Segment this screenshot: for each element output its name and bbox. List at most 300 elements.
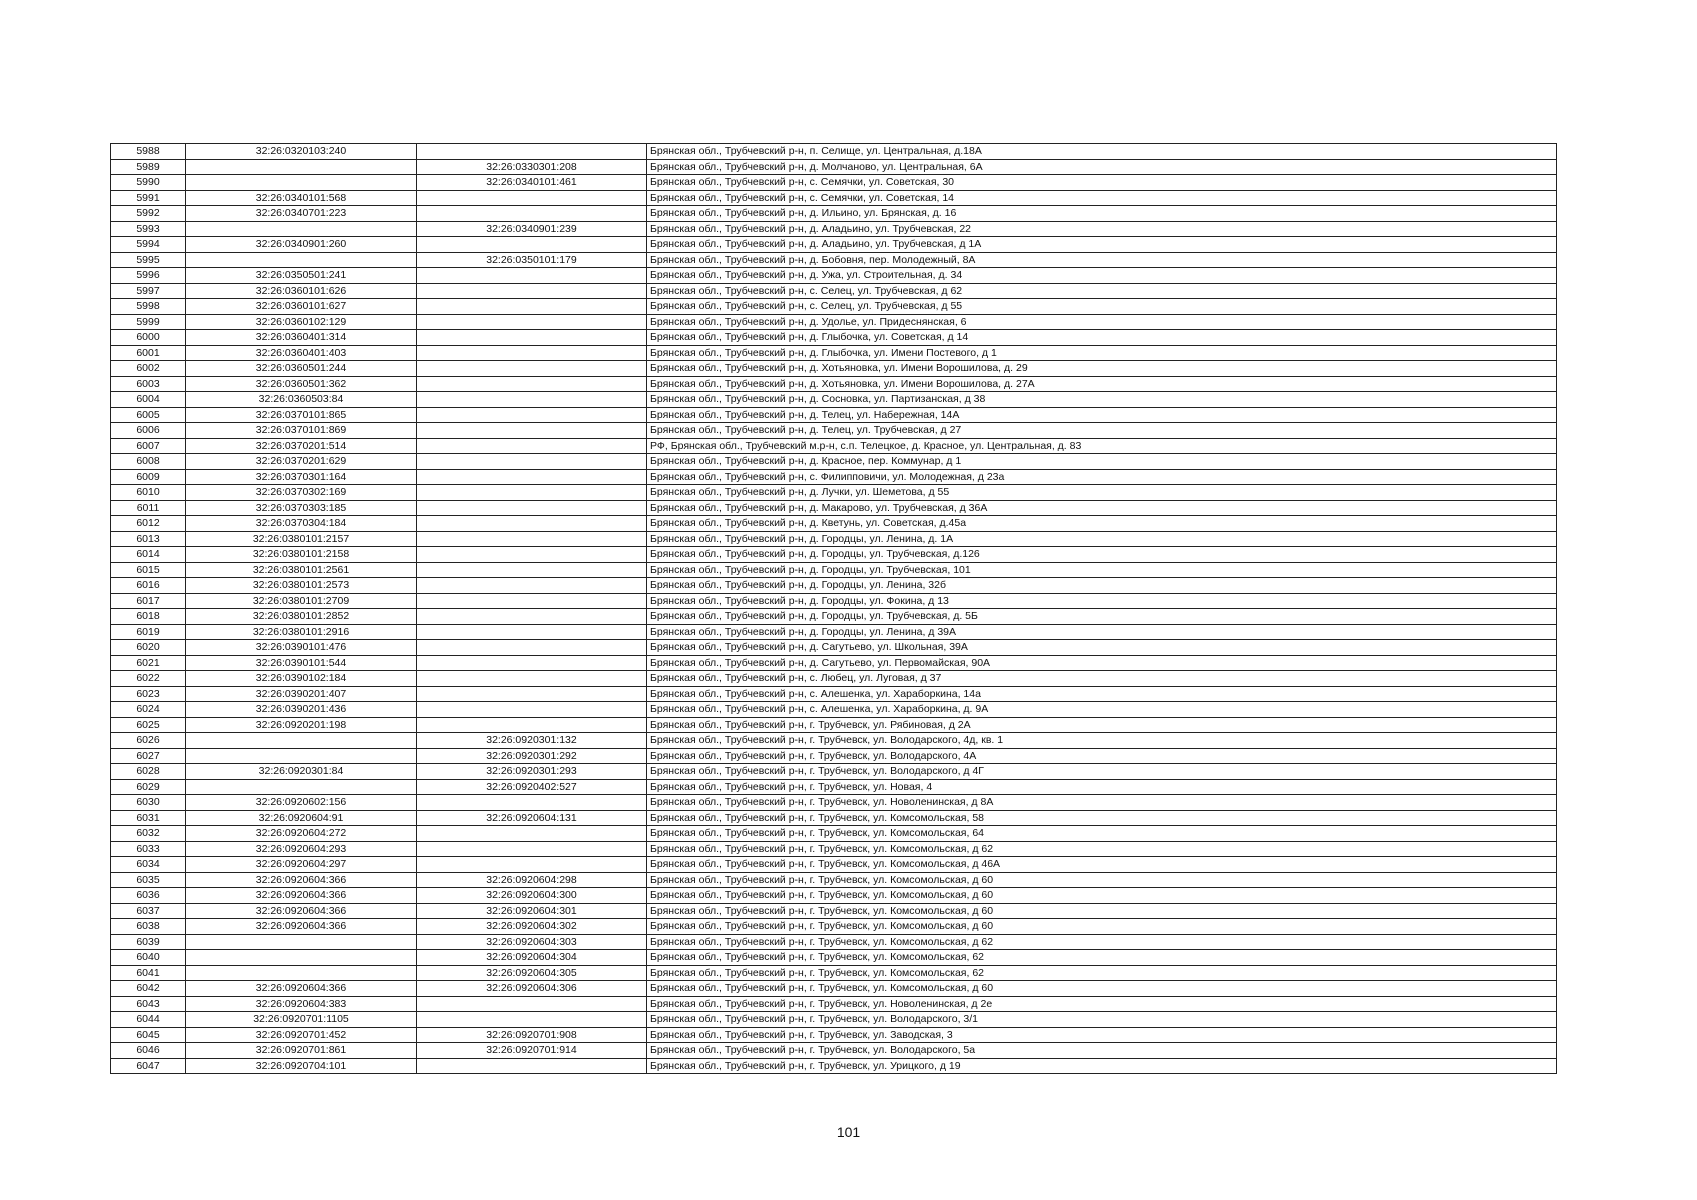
address-cell: Брянская обл., Трубчевский р-н, д. Городцы, ул. Трубчевская, д.126 (647, 547, 1557, 563)
row-number-cell: 6020 (111, 640, 186, 656)
related-cadastral-number-cell: 32:26:0350101:179 (417, 252, 647, 268)
related-cadastral-number-cell: 32:26:0920604:303 (417, 934, 647, 950)
related-cadastral-number-cell (417, 702, 647, 718)
row-number-cell: 6012 (111, 516, 186, 532)
row-number-cell: 5996 (111, 268, 186, 284)
related-cadastral-number-cell (417, 562, 647, 578)
related-cadastral-number-cell (417, 237, 647, 253)
cadastral-number-cell: 32:26:0370201:629 (186, 454, 417, 470)
row-number-cell: 5989 (111, 159, 186, 175)
address-cell: Брянская обл., Трубчевский р-н, д. Телец, ул. Трубчевская, д 27 (647, 423, 1557, 439)
related-cadastral-number-cell (417, 671, 647, 687)
related-cadastral-number-cell: 32:26:0920604:304 (417, 950, 647, 966)
row-number-cell: 6023 (111, 686, 186, 702)
row-number-cell: 6011 (111, 500, 186, 516)
row-number-cell: 6036 (111, 888, 186, 904)
row-number-cell: 6029 (111, 779, 186, 795)
cadastral-number-cell: 32:26:0380101:2916 (186, 624, 417, 640)
related-cadastral-number-cell: 32:26:0920301:293 (417, 764, 647, 780)
table-row (111, 376, 1557, 392)
row-number-cell: 5992 (111, 206, 186, 222)
cadastral-number-cell: 32:26:0350501:241 (186, 268, 417, 284)
table-row (111, 671, 1557, 687)
table-row (111, 407, 1557, 423)
related-cadastral-number-cell (417, 857, 647, 873)
related-cadastral-number-cell (417, 593, 647, 609)
cadastral-number-cell: 32:26:0370101:869 (186, 423, 417, 439)
row-number-cell: 6028 (111, 764, 186, 780)
address-cell: Брянская обл., Трубчевский р-н, г. Трубчевск, ул. Володарского, 3/1 (647, 1012, 1557, 1028)
address-cell: Брянская обл., Трубчевский р-н, д. Красное, пер. Коммунар, д 1 (647, 454, 1557, 470)
related-cadastral-number-cell (417, 1012, 647, 1028)
cadastral-number-cell (186, 779, 417, 795)
related-cadastral-number-cell (417, 330, 647, 346)
row-number-cell: 6022 (111, 671, 186, 687)
table-row (111, 717, 1557, 733)
table-row (111, 1027, 1557, 1043)
row-number-cell: 6041 (111, 965, 186, 981)
cadastral-number-cell: 32:26:0920602:156 (186, 795, 417, 811)
address-cell: Брянская обл., Трубчевский р-н, г. Трубчевск, ул. Комсомольская, 58 (647, 810, 1557, 826)
cadastral-number-cell: 32:26:0920604:366 (186, 981, 417, 997)
table-row (111, 640, 1557, 656)
related-cadastral-number-cell: 32:26:0330301:208 (417, 159, 647, 175)
address-cell: Брянская обл., Трубчевский р-н, д. Городцы, ул. Ленина, д. 1А (647, 531, 1557, 547)
cadastral-number-cell (186, 175, 417, 191)
table-row (111, 702, 1557, 718)
address-cell: Брянская обл., Трубчевский р-н, д. Ильино, ул. Брянская, д. 16 (647, 206, 1557, 222)
row-number-cell: 6017 (111, 593, 186, 609)
cadastral-number-cell: 32:26:0920604:366 (186, 872, 417, 888)
related-cadastral-number-cell (417, 996, 647, 1012)
address-cell: Брянская обл., Трубчевский р-н, д. Телец, ул. Набережная, 14А (647, 407, 1557, 423)
cadastral-number-cell (186, 934, 417, 950)
cadastral-number-cell: 32:26:0920701:861 (186, 1043, 417, 1059)
related-cadastral-number-cell: 32:26:0920402:527 (417, 779, 647, 795)
row-number-cell: 6024 (111, 702, 186, 718)
address-cell: Брянская обл., Трубчевский р-н, д. Молчаново, ул. Центральная, 6А (647, 159, 1557, 175)
address-cell: Брянская обл., Трубчевский р-н, г. Трубчевск, ул. Комсомольская, 62 (647, 965, 1557, 981)
row-number-cell: 6007 (111, 438, 186, 454)
row-number-cell: 6010 (111, 485, 186, 501)
row-number-cell: 5991 (111, 190, 186, 206)
table-row (111, 934, 1557, 950)
cadastral-number-cell: 32:26:0360501:362 (186, 376, 417, 392)
address-cell: Брянская обл., Трубчевский р-н, с. Селец, ул. Трубчевская, д 55 (647, 299, 1557, 315)
address-cell: Брянская обл., Трубчевский р-н, д. Аладьино, ул. Трубчевская, д 1А (647, 237, 1557, 253)
related-cadastral-number-cell (417, 438, 647, 454)
cadastral-number-cell: 32:26:0360101:627 (186, 299, 417, 315)
address-cell: Брянская обл., Трубчевский р-н, д. Лучки, ул. Шеметова, д 55 (647, 485, 1557, 501)
address-cell: Брянская обл., Трубчевский р-н, г. Трубчевск, ул. Новоленинская, д 8А (647, 795, 1557, 811)
related-cadastral-number-cell: 32:26:0920604:300 (417, 888, 647, 904)
table-row (111, 345, 1557, 361)
related-cadastral-number-cell: 32:26:0920604:306 (417, 981, 647, 997)
table-row (111, 221, 1557, 237)
related-cadastral-number-cell: 32:26:0920701:908 (417, 1027, 647, 1043)
cadastral-number-cell: 32:26:0360401:314 (186, 330, 417, 346)
row-number-cell: 6002 (111, 361, 186, 377)
row-number-cell: 6039 (111, 934, 186, 950)
address-cell: Брянская обл., Трубчевский р-н, д. Городцы, ул. Трубчевская, 101 (647, 562, 1557, 578)
cadastral-number-cell: 32:26:0380101:2709 (186, 593, 417, 609)
address-cell: Брянская обл., Трубчевский р-н, д. Сосновка, ул. Партизанская, д 38 (647, 392, 1557, 408)
related-cadastral-number-cell (417, 516, 647, 532)
related-cadastral-number-cell (417, 144, 647, 160)
table-row (111, 144, 1557, 160)
related-cadastral-number-cell (417, 826, 647, 842)
cadastral-number-cell: 32:26:0390201:436 (186, 702, 417, 718)
cadastral-number-cell: 32:26:0920604:366 (186, 919, 417, 935)
row-number-cell: 6003 (111, 376, 186, 392)
row-number-cell: 6045 (111, 1027, 186, 1043)
address-cell: Брянская обл., Трубчевский р-н, г. Трубчевск, ул. Комсомольская, 62 (647, 950, 1557, 966)
address-cell: Брянская обл., Трубчевский р-н, д. Глыбочка, ул. Советская, д 14 (647, 330, 1557, 346)
table-row (111, 454, 1557, 470)
cadastral-number-cell: 32:26:0920701:1105 (186, 1012, 417, 1028)
row-number-cell: 5995 (111, 252, 186, 268)
cadastral-number-cell: 32:26:0920604:366 (186, 903, 417, 919)
address-cell: Брянская обл., Трубчевский р-н, д. Кветунь, ул. Советская, д.45а (647, 516, 1557, 532)
related-cadastral-number-cell (417, 423, 647, 439)
related-cadastral-number-cell (417, 655, 647, 671)
related-cadastral-number-cell (417, 268, 647, 284)
table-row (111, 996, 1557, 1012)
table-row (111, 314, 1557, 330)
table-row (111, 361, 1557, 377)
row-number-cell: 5993 (111, 221, 186, 237)
table-row (111, 159, 1557, 175)
related-cadastral-number-cell (417, 206, 647, 222)
cadastral-number-cell: 32:26:0920201:198 (186, 717, 417, 733)
row-number-cell: 6030 (111, 795, 186, 811)
table-row (111, 500, 1557, 516)
table-row (111, 469, 1557, 485)
cadastral-number-cell: 32:26:0380101:2573 (186, 578, 417, 594)
address-cell: Брянская обл., Трубчевский р-н, г. Трубчевск, ул. Комсомольская, д 60 (647, 919, 1557, 935)
cadastral-number-cell: 32:26:0340101:568 (186, 190, 417, 206)
table-row (111, 795, 1557, 811)
row-number-cell: 6031 (111, 810, 186, 826)
related-cadastral-number-cell (417, 640, 647, 656)
address-cell: Брянская обл., Трубчевский р-н, г. Трубчевск, ул. Комсомольская, д 60 (647, 903, 1557, 919)
related-cadastral-number-cell (417, 314, 647, 330)
cadastral-number-cell: 32:26:0390102:184 (186, 671, 417, 687)
address-cell: Брянская обл., Трубчевский р-н, г. Трубчевск, ул. Володарского, 5а (647, 1043, 1557, 1059)
related-cadastral-number-cell (417, 624, 647, 640)
table-row (111, 888, 1557, 904)
address-cell: Брянская обл., Трубчевский р-н, д. Бобовня, пер. Молодежный, 8А (647, 252, 1557, 268)
related-cadastral-number-cell: 32:26:0920604:301 (417, 903, 647, 919)
row-number-cell: 5999 (111, 314, 186, 330)
address-cell: Брянская обл., Трубчевский р-н, г. Трубчевск, ул. Володарского, д 4Г (647, 764, 1557, 780)
table-row (111, 841, 1557, 857)
table-row (111, 283, 1557, 299)
address-cell: Брянская обл., Трубчевский р-н, г. Трубчевск, ул. Комсомольская, 64 (647, 826, 1557, 842)
related-cadastral-number-cell: 32:26:0920604:131 (417, 810, 647, 826)
registry-table-body (111, 144, 1557, 1074)
row-number-cell: 5998 (111, 299, 186, 315)
table-row (111, 438, 1557, 454)
related-cadastral-number-cell: 32:26:0340901:239 (417, 221, 647, 237)
related-cadastral-number-cell: 32:26:0920301:132 (417, 733, 647, 749)
table-row (111, 237, 1557, 253)
row-number-cell: 6042 (111, 981, 186, 997)
row-number-cell: 6026 (111, 733, 186, 749)
address-cell: Брянская обл., Трубчевский р-н, п. Селище, ул. Центральная, д.18А (647, 144, 1557, 160)
address-cell: Брянская обл., Трубчевский р-н, г. Трубчевск, ул. Комсомольская, д 60 (647, 872, 1557, 888)
address-cell: Брянская обл., Трубчевский р-н, д. Макарово, ул. Трубчевская, д 36А (647, 500, 1557, 516)
address-cell: Брянская обл., Трубчевский р-н, д. Глыбочка, ул. Имени Постевого, д 1 (647, 345, 1557, 361)
table-row (111, 547, 1557, 563)
page-number: 101 (836, 1124, 861, 1140)
address-cell: Брянская обл., Трубчевский р-н, г. Трубчевск, ул. Володарского, 4А (647, 748, 1557, 764)
cadastral-number-cell (186, 159, 417, 175)
row-number-cell: 6027 (111, 748, 186, 764)
address-cell: Брянская обл., Трубчевский р-н, г. Трубчевск, ул. Комсомольская, д 60 (647, 888, 1557, 904)
row-number-cell: 6032 (111, 826, 186, 842)
address-cell: Брянская обл., Трубчевский р-н, с. Филипповичи, ул. Молодежная, д 23а (647, 469, 1557, 485)
address-cell: Брянская обл., Трубчевский р-н, д. Городцы, ул. Трубчевская, д. 5Б (647, 609, 1557, 625)
table-row (111, 764, 1557, 780)
related-cadastral-number-cell (417, 469, 647, 485)
address-cell: Брянская обл., Трубчевский р-н, г. Трубчевск, ул. Комсомольская, д 46А (647, 857, 1557, 873)
row-number-cell: 6004 (111, 392, 186, 408)
address-cell: Брянская обл., Трубчевский р-н, д. Городцы, ул. Ленина, 32б (647, 578, 1557, 594)
cadastral-number-cell (186, 965, 417, 981)
row-number-cell: 6046 (111, 1043, 186, 1059)
row-number-cell: 6005 (111, 407, 186, 423)
address-cell: Брянская обл., Трубчевский р-н, с. Селец, ул. Трубчевская, д 62 (647, 283, 1557, 299)
related-cadastral-number-cell (417, 795, 647, 811)
address-cell: Брянская обл., Трубчевский р-н, д. Хотьяновка, ул. Имени Ворошилова, д. 27А (647, 376, 1557, 392)
table-row (111, 175, 1557, 191)
address-cell: Брянская обл., Трубчевский р-н, с. Семячки, ул. Советская, 30 (647, 175, 1557, 191)
row-number-cell: 6040 (111, 950, 186, 966)
row-number-cell: 6025 (111, 717, 186, 733)
table-row (111, 485, 1557, 501)
row-number-cell: 6033 (111, 841, 186, 857)
table-row (111, 624, 1557, 640)
table-row (111, 562, 1557, 578)
table-row (111, 826, 1557, 842)
row-number-cell: 5990 (111, 175, 186, 191)
related-cadastral-number-cell (417, 485, 647, 501)
cadastral-number-cell: 32:26:0920604:272 (186, 826, 417, 842)
related-cadastral-number-cell (417, 376, 647, 392)
cadastral-number-cell (186, 950, 417, 966)
cadastral-number-cell: 32:26:0340901:260 (186, 237, 417, 253)
table-row (111, 950, 1557, 966)
row-number-cell: 5994 (111, 237, 186, 253)
table-row (111, 872, 1557, 888)
related-cadastral-number-cell: 32:26:0920701:914 (417, 1043, 647, 1059)
address-cell: Брянская обл., Трубчевский р-н, д. Хотьяновка, ул. Имени Ворошилова, д. 29 (647, 361, 1557, 377)
address-cell: Брянская обл., Трубчевский р-н, г. Трубчевск, ул. Комсомольская, д 60 (647, 981, 1557, 997)
cadastral-number-cell: 32:26:0380101:2852 (186, 609, 417, 625)
related-cadastral-number-cell: 32:26:0920604:305 (417, 965, 647, 981)
cadastral-number-cell: 32:26:0340701:223 (186, 206, 417, 222)
address-cell: Брянская обл., Трубчевский р-н, д. Сагутьево, ул. Первомайская, 90А (647, 655, 1557, 671)
row-number-cell: 6034 (111, 857, 186, 873)
cadastral-number-cell: 32:26:0920301:84 (186, 764, 417, 780)
related-cadastral-number-cell: 32:26:0920604:302 (417, 919, 647, 935)
table-row (111, 268, 1557, 284)
table-row (111, 578, 1557, 594)
cadastral-number-cell: 32:26:0920604:297 (186, 857, 417, 873)
table-row (111, 1058, 1557, 1074)
cadastral-number-cell: 32:26:0370303:185 (186, 500, 417, 516)
related-cadastral-number-cell (417, 717, 647, 733)
cadastral-number-cell: 32:26:0390101:544 (186, 655, 417, 671)
table-row (111, 733, 1557, 749)
cadastral-number-cell: 32:26:0390101:476 (186, 640, 417, 656)
address-cell: Брянская обл., Трубчевский р-н, д. Городцы, ул. Ленина, д 39А (647, 624, 1557, 640)
address-cell: Брянская обл., Трубчевский р-н, д. Ужа, ул. Строительная, д. 34 (647, 268, 1557, 284)
table-row (111, 593, 1557, 609)
row-number-cell: 5988 (111, 144, 186, 160)
address-cell: Брянская обл., Трубчевский р-н, г. Трубчевск, ул. Рябиновая, д 2А (647, 717, 1557, 733)
table-row (111, 686, 1557, 702)
cadastral-number-cell: 32:26:0920704:101 (186, 1058, 417, 1074)
address-cell: Брянская обл., Трубчевский р-н, д. Городцы, ул. Фокина, д 13 (647, 593, 1557, 609)
row-number-cell: 6001 (111, 345, 186, 361)
table-row (111, 748, 1557, 764)
address-cell: Брянская обл., Трубчевский р-н, г. Трубчевск, ул. Комсомольская, д 62 (647, 934, 1557, 950)
related-cadastral-number-cell (417, 283, 647, 299)
cadastral-number-cell: 32:26:0380101:2561 (186, 562, 417, 578)
table-row (111, 609, 1557, 625)
related-cadastral-number-cell (417, 1058, 647, 1074)
cadastral-number-cell: 32:26:0360503:84 (186, 392, 417, 408)
table-row (111, 423, 1557, 439)
row-number-cell: 6000 (111, 330, 186, 346)
cadastral-number-cell: 32:26:0380101:2158 (186, 547, 417, 563)
address-cell: Брянская обл., Трубчевский р-н, г. Трубчевск, ул. Володарского, 4д, кв. 1 (647, 733, 1557, 749)
address-cell: РФ, Брянская обл., Трубчевский м.р-н, с.п. Телецкое, д. Красное, ул. Центральная, д. 83 (647, 438, 1557, 454)
related-cadastral-number-cell (417, 345, 647, 361)
cadastral-number-cell: 32:26:0370101:865 (186, 407, 417, 423)
registry-table (110, 143, 1557, 1074)
related-cadastral-number-cell (417, 547, 647, 563)
table-row (111, 857, 1557, 873)
related-cadastral-number-cell (417, 361, 647, 377)
related-cadastral-number-cell (417, 686, 647, 702)
related-cadastral-number-cell: 32:26:0920604:298 (417, 872, 647, 888)
address-cell: Брянская обл., Трубчевский р-н, с. Любец, ул. Луговая, д 37 (647, 671, 1557, 687)
table-row (111, 252, 1557, 268)
related-cadastral-number-cell (417, 299, 647, 315)
related-cadastral-number-cell (417, 454, 647, 470)
table-row (111, 392, 1557, 408)
row-number-cell: 6013 (111, 531, 186, 547)
address-cell: Брянская обл., Трубчевский р-н, г. Трубчевск, ул. Новая, 4 (647, 779, 1557, 795)
related-cadastral-number-cell: 32:26:0340101:461 (417, 175, 647, 191)
row-number-cell: 6008 (111, 454, 186, 470)
cadastral-number-cell (186, 733, 417, 749)
row-number-cell: 6009 (111, 469, 186, 485)
row-number-cell: 6021 (111, 655, 186, 671)
table-row (111, 981, 1557, 997)
related-cadastral-number-cell (417, 407, 647, 423)
address-cell: Брянская обл., Трубчевский р-н, г. Трубчевск, ул. Урицкого, д 19 (647, 1058, 1557, 1074)
table-row (111, 810, 1557, 826)
table-row (111, 1012, 1557, 1028)
address-cell: Брянская обл., Трубчевский р-н, д. Сагутьево, ул. Школьная, 39А (647, 640, 1557, 656)
cadastral-number-cell: 32:26:0320103:240 (186, 144, 417, 160)
related-cadastral-number-cell (417, 531, 647, 547)
table-row (111, 903, 1557, 919)
cadastral-number-cell: 32:26:0360501:244 (186, 361, 417, 377)
row-number-cell: 6037 (111, 903, 186, 919)
row-number-cell: 5997 (111, 283, 186, 299)
table-row (111, 299, 1557, 315)
cadastral-number-cell: 32:26:0360401:403 (186, 345, 417, 361)
cadastral-number-cell: 32:26:0390201:407 (186, 686, 417, 702)
cadastral-number-cell: 32:26:0920604:91 (186, 810, 417, 826)
cadastral-number-cell: 32:26:0920701:452 (186, 1027, 417, 1043)
address-cell: Брянская обл., Трубчевский р-н, с. Алешенка, ул. Хараборкина, д. 9А (647, 702, 1557, 718)
related-cadastral-number-cell (417, 500, 647, 516)
row-number-cell: 6035 (111, 872, 186, 888)
related-cadastral-number-cell (417, 392, 647, 408)
cadastral-number-cell: 32:26:0920604:366 (186, 888, 417, 904)
cadastral-number-cell: 32:26:0360102:129 (186, 314, 417, 330)
related-cadastral-number-cell (417, 190, 647, 206)
row-number-cell: 6018 (111, 609, 186, 625)
cadastral-number-cell: 32:26:0370301:164 (186, 469, 417, 485)
row-number-cell: 6038 (111, 919, 186, 935)
cadastral-number-cell: 32:26:0920604:383 (186, 996, 417, 1012)
address-cell: Брянская обл., Трубчевский р-н, г. Трубчевск, ул. Комсомольская, д 62 (647, 841, 1557, 857)
row-number-cell: 6019 (111, 624, 186, 640)
table-row (111, 965, 1557, 981)
row-number-cell: 6006 (111, 423, 186, 439)
table-row (111, 516, 1557, 532)
row-number-cell: 6015 (111, 562, 186, 578)
related-cadastral-number-cell: 32:26:0920301:292 (417, 748, 647, 764)
address-cell: Брянская обл., Трубчевский р-н, с. Алешенка, ул. Хараборкина, 14а (647, 686, 1557, 702)
table-row (111, 779, 1557, 795)
related-cadastral-number-cell (417, 578, 647, 594)
cadastral-number-cell: 32:26:0370304:184 (186, 516, 417, 532)
address-cell: Брянская обл., Трубчевский р-н, г. Трубчевск, ул. Новоленинская, д 2е (647, 996, 1557, 1012)
address-cell: Брянская обл., Трубчевский р-н, г. Трубчевск, ул. Заводская, 3 (647, 1027, 1557, 1043)
cadastral-number-cell: 32:26:0370302:169 (186, 485, 417, 501)
related-cadastral-number-cell (417, 609, 647, 625)
cadastral-number-cell: 32:26:0380101:2157 (186, 531, 417, 547)
table-row (111, 206, 1557, 222)
table-row (111, 1043, 1557, 1059)
table-row (111, 330, 1557, 346)
row-number-cell: 6043 (111, 996, 186, 1012)
address-cell: Брянская обл., Трубчевский р-н, д. Удолье, ул. Придеснянская, 6 (647, 314, 1557, 330)
cadastral-number-cell (186, 252, 417, 268)
row-number-cell: 6014 (111, 547, 186, 563)
address-cell: Брянская обл., Трубчевский р-н, д. Аладьино, ул. Трубчевская, 22 (647, 221, 1557, 237)
cadastral-number-cell (186, 748, 417, 764)
row-number-cell: 6016 (111, 578, 186, 594)
table-row (111, 190, 1557, 206)
table-row (111, 531, 1557, 547)
cadastral-number-cell (186, 221, 417, 237)
cadastral-number-cell: 32:26:0360101:626 (186, 283, 417, 299)
cadastral-number-cell: 32:26:0920604:293 (186, 841, 417, 857)
row-number-cell: 6044 (111, 1012, 186, 1028)
table-row (111, 919, 1557, 935)
cadastral-number-cell: 32:26:0370201:514 (186, 438, 417, 454)
row-number-cell: 6047 (111, 1058, 186, 1074)
